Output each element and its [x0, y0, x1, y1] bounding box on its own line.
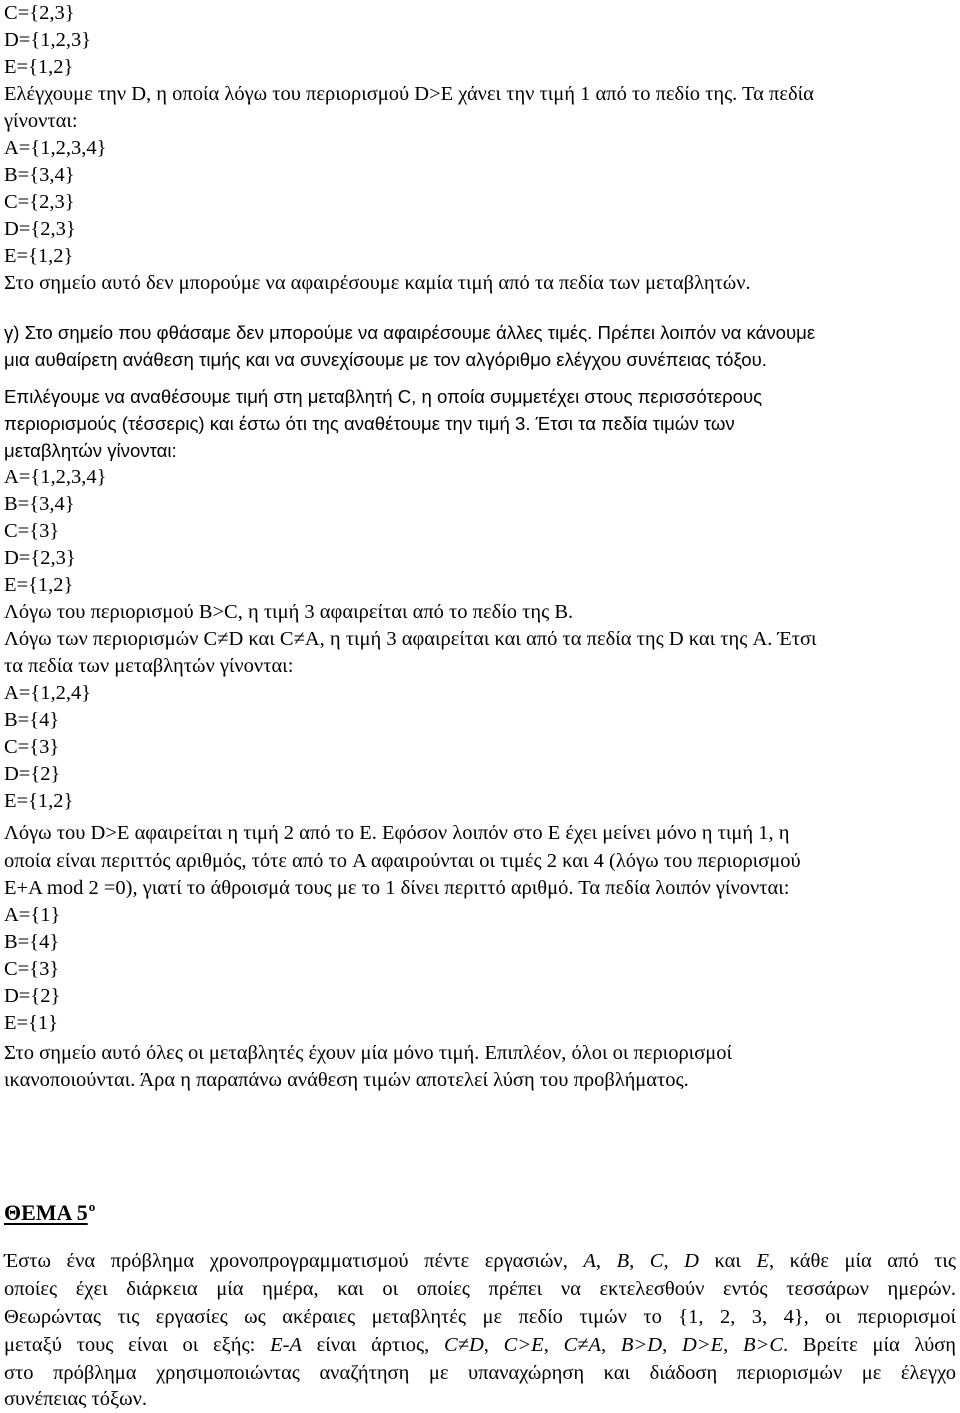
domain-line: A={1,2,4}	[4, 682, 92, 704]
text-run: ,	[629, 1250, 650, 1272]
domain-line: A={1,2,3,4}	[4, 137, 107, 159]
domain-line: E={1}	[4, 1012, 59, 1034]
domain-line: E={1,2}	[4, 790, 74, 812]
text-run: ,	[601, 1334, 621, 1356]
text-run: ,	[723, 1334, 743, 1356]
task-d: D	[684, 1250, 699, 1272]
text-run: ,	[483, 1334, 504, 1356]
text-run: ,	[663, 1250, 685, 1272]
task-c: C	[649, 1250, 664, 1272]
text-run: , κάθε μία από τις	[768, 1250, 957, 1272]
domain-line: C={3}	[4, 736, 60, 758]
domain-line: D={2}	[4, 763, 61, 785]
paragraph-line: Λόγω του περιορισμού B>C, η τιμή 3 αφαιρείται από το πεδίο της B.	[4, 601, 574, 623]
paragraph-line: μεταβλητών γίνονται:	[4, 440, 177, 461]
paragraph-line: ικανοποιούνται. Άρα η παραπάνω ανάθεση τιμών αποτελεί λύση του προβλήματος.	[4, 1069, 689, 1091]
constraint: D>E	[681, 1334, 724, 1356]
constraint: E-A	[270, 1334, 302, 1356]
constraint: C>E	[503, 1334, 544, 1356]
domain-line: D={2}	[4, 985, 61, 1007]
problem-line	[4, 1248, 956, 1275]
section-heading-superscript: ο	[88, 1199, 96, 1214]
text-run: ,	[595, 1250, 617, 1272]
domain-line: A={1,2,3,4}	[4, 466, 107, 488]
problem-line: οποίες έχει διάρκεια μία ημέρα, και οι οποίες πρέπει να εκτελεσθούν εντός τεσσάρων ημερών.	[4, 1278, 956, 1300]
domain-line: C={3}	[4, 520, 60, 542]
paragraph-line: γ) Στο σημείο που φθάσαμε δεν μπορούμε να αφαιρέσουμε άλλες τιμές. Πρέπει λοιπόν να κάνουμε	[4, 322, 816, 343]
section-heading-title: ΘΕΜΑ 5	[4, 1200, 88, 1225]
paragraph-line: οποία είναι περιττός αριθμός, τότε από το A αφαιρούνται οι τιμές 2 και 4 (λόγω του περιορισμού	[4, 850, 801, 872]
domain-line: E={1,2}	[4, 56, 74, 78]
paragraph-line: Ελέγχουμε την D, η οποία λόγω του περιορισμού D>E χάνει την τιμή 1 από το πεδίο της. Τα πεδία	[4, 83, 814, 105]
domain-line: C={3}	[4, 958, 60, 980]
paragraph-line: Λόγω των περιορισμών C≠D και C≠A, η τιμή 3 αφαιρείται και από τα πεδία της D και της A. Έτσι	[4, 628, 817, 650]
text-run: ,	[662, 1334, 682, 1356]
domain-line: E={1,2}	[4, 245, 74, 267]
paragraph-line: μια αυθαίρετη ανάθεση τιμής και να συνεχίσουμε με τον αλγόριθμο ελέγχου συνέπειας τόξου.	[4, 349, 767, 370]
constraint: B>C	[742, 1334, 784, 1356]
task-a: A	[583, 1250, 596, 1272]
text-run: Έστω ένα πρόβλημα χρονοπρογραμματισμού πέντε εργασιών,	[4, 1250, 584, 1272]
task-e: E	[756, 1250, 769, 1272]
problem-line: Θεωρώντας τις εργασίες ως ακέραιες μεταβλητές με πεδίο τιμών το {1, 2, 3, 4}, οι περιορισμοί	[4, 1306, 956, 1328]
text-run: μεταξύ τους είναι οι εξής:	[4, 1334, 271, 1356]
constraint: C≠D	[444, 1334, 484, 1356]
problem-line: στο πρόβλημα χρησιμοποιώντας αναζήτηση με υπαναχώρηση και διάδοση περιορισμών με έλεγχο	[4, 1362, 956, 1384]
paragraph-line: γίνονται:	[4, 110, 78, 132]
constraint: B>D	[620, 1334, 663, 1356]
paragraph-line: τα πεδία των μεταβλητών γίνονται:	[4, 655, 294, 677]
text-run: . Βρείτε μία λύση	[783, 1334, 956, 1356]
domain-line: E={1,2}	[4, 574, 74, 596]
paragraph-line: Στο σημείο αυτό δεν μπορούμε να αφαιρέσουμε καμία τιμή από τα πεδία των μεταβλητών.	[4, 272, 751, 294]
problem-line: συνέπειας τόξων.	[4, 1388, 148, 1410]
paragraph-line: Επιλέγουμε να αναθέσουμε τιμή στη μεταβλητή C, η οποία συμμετέχει στους περισσότερους	[4, 386, 763, 407]
domain-line: C={2,3}	[4, 2, 75, 24]
section-heading	[4, 1192, 95, 1228]
text-run: είναι άρτιος,	[301, 1334, 445, 1356]
domain-line: D={2,3}	[4, 218, 76, 240]
text-run: ,	[543, 1334, 564, 1356]
domain-line: C={2,3}	[4, 191, 75, 213]
task-b: B	[616, 1250, 630, 1272]
text-run: και	[698, 1250, 757, 1272]
domain-line: B={4}	[4, 709, 60, 731]
domain-line: B={3,4}	[4, 164, 75, 186]
domain-line: B={3,4}	[4, 493, 75, 515]
constraint: C≠A	[563, 1334, 602, 1356]
domain-line: B={4}	[4, 931, 60, 953]
domain-line: A={1}	[4, 904, 61, 926]
paragraph-line: Στο σημείο αυτό όλες οι μεταβλητές έχουν μία μόνο τιμή. Επιπλέον, όλοι οι περιορισμοί	[4, 1042, 733, 1064]
domain-line: D={1,2,3}	[4, 29, 92, 51]
paragraph-line: E+A mod 2 =0), γιατί το άθροισμά τους με το 1 δίνει περιττό αριθμό. Τα πεδία λοιπόν γίνονται:	[4, 877, 790, 899]
paragraph-line: περιορισμούς (τέσσερις) και έστω ότι της αναθέτουμε την τιμή 3. Έτσι τα πεδία τιμών των	[4, 413, 735, 434]
domain-line: D={2,3}	[4, 547, 76, 569]
paragraph-line: Λόγω του D>E αφαιρείται η τιμή 2 από το E. Εφόσον λοιπόν στο E έχει μείνει μόνο η τιμή 1, η	[4, 822, 790, 844]
problem-line	[4, 1332, 956, 1359]
